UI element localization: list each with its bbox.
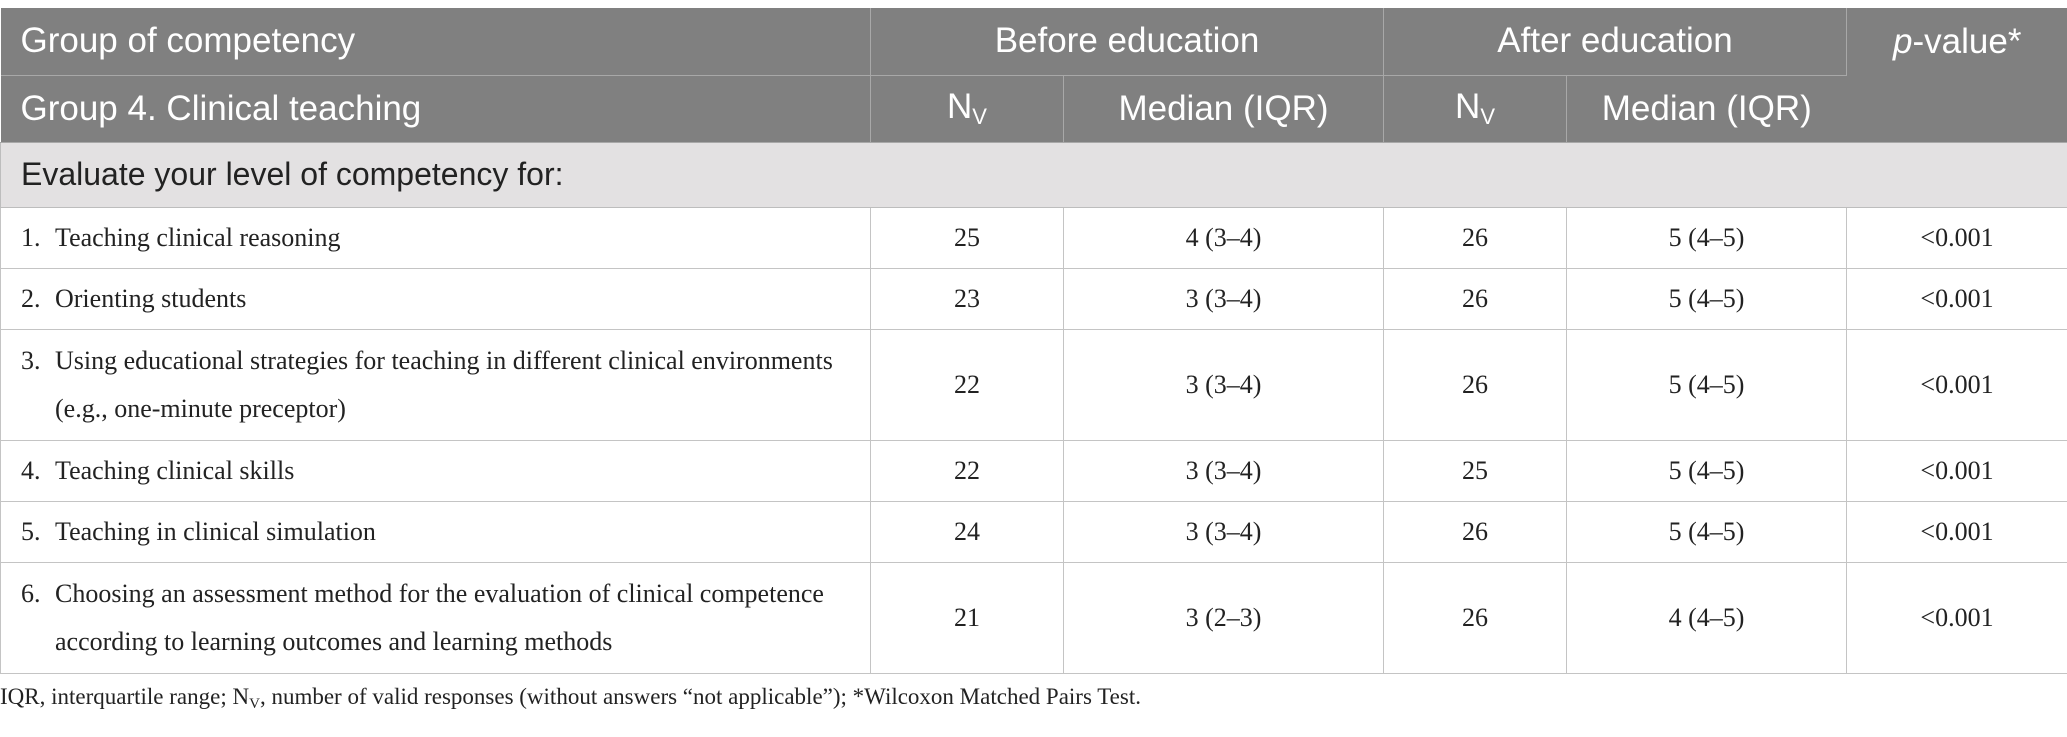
median-after-cell: 4 (4–5) xyxy=(1567,562,1847,673)
item-number: 2. xyxy=(21,283,41,313)
p-value-header xyxy=(1847,8,2067,142)
group-name-header: Group 4. Clinical teaching xyxy=(1,75,871,142)
nv-after-cell: 26 xyxy=(1384,268,1567,329)
footnote-sub: V xyxy=(249,695,260,712)
table-row xyxy=(1,268,2067,329)
header-row-1 xyxy=(1,8,2067,75)
nv-before-cell: 22 xyxy=(871,329,1064,440)
nv-after-cell: 26 xyxy=(1384,329,1567,440)
table-row xyxy=(1,207,2067,268)
before-education-header: Before education xyxy=(871,8,1384,75)
item-label: Choosing an assessment method for the evaluation of clinical competence according to learning outcomes and learning methods xyxy=(55,578,824,656)
footnote-part1: IQR, interquartile range; N xyxy=(0,683,250,709)
median-before-cell: 3 (3–4) xyxy=(1064,268,1384,329)
median-before-cell: 4 (3–4) xyxy=(1064,207,1384,268)
table-row xyxy=(1,501,2067,562)
item-number: 5. xyxy=(21,516,41,546)
item-label: Orienting students xyxy=(55,283,247,313)
table-container xyxy=(0,8,2067,713)
item-label: Using educational strategies for teaching in different clinical environments (e.g., one-minute preceptor) xyxy=(55,345,833,423)
table-footnote xyxy=(0,674,2067,713)
header-row-2 xyxy=(1,75,2067,142)
p-value-italic: p xyxy=(1893,22,1913,61)
median-before-cell: 3 (3–4) xyxy=(1064,501,1384,562)
competency-item xyxy=(1,329,871,440)
nv-before-cell: 23 xyxy=(871,268,1064,329)
footnote-part2: , number of valid responses (without answers “not applicable”); *Wilcoxon Matched Pairs Test. xyxy=(259,683,1141,709)
p-value-cell: <0.001 xyxy=(1847,501,2067,562)
after-education-header: After education xyxy=(1384,8,1847,75)
nv-main: N xyxy=(1455,87,1481,126)
median-after-cell: 5 (4–5) xyxy=(1567,207,1847,268)
competency-item xyxy=(1,268,871,329)
nv-sub: V xyxy=(972,104,987,129)
table-row xyxy=(1,440,2067,501)
group-of-competency-header: Group of competency xyxy=(1,8,871,75)
section-label: Evaluate your level of competency for: xyxy=(1,142,2067,207)
item-label: Teaching clinical skills xyxy=(55,455,295,485)
nv-main: N xyxy=(947,87,973,126)
median-after-cell: 5 (4–5) xyxy=(1567,440,1847,501)
p-value-cell: <0.001 xyxy=(1847,329,2067,440)
p-value-cell: <0.001 xyxy=(1847,207,2067,268)
table-row xyxy=(1,329,2067,440)
p-value-rest: -value* xyxy=(1912,22,2022,61)
median-before-cell: 3 (2–3) xyxy=(1064,562,1384,673)
item-number: 1. xyxy=(21,222,41,252)
nv-after-cell: 26 xyxy=(1384,207,1567,268)
median-before-cell: 3 (3–4) xyxy=(1064,329,1384,440)
median-after-cell: 5 (4–5) xyxy=(1567,268,1847,329)
item-number: 6. xyxy=(21,578,41,608)
nv-before-cell: 24 xyxy=(871,501,1064,562)
median-before-header: Median (IQR) xyxy=(1064,75,1384,142)
nv-after-cell: 26 xyxy=(1384,562,1567,673)
median-after-cell: 5 (4–5) xyxy=(1567,501,1847,562)
nv-sub: V xyxy=(1480,104,1495,129)
median-after-header: Median (IQR) xyxy=(1567,75,1847,142)
competency-table xyxy=(0,8,2067,674)
nv-before-cell: 22 xyxy=(871,440,1064,501)
nv-after-header xyxy=(1384,75,1567,142)
median-before-cell: 3 (3–4) xyxy=(1064,440,1384,501)
p-value-cell: <0.001 xyxy=(1847,440,2067,501)
competency-item xyxy=(1,562,871,673)
nv-before-header xyxy=(871,75,1064,142)
nv-before-cell: 25 xyxy=(871,207,1064,268)
median-after-cell: 5 (4–5) xyxy=(1567,329,1847,440)
table-row xyxy=(1,562,2067,673)
item-number: 4. xyxy=(21,455,41,485)
competency-item xyxy=(1,501,871,562)
nv-before-cell: 21 xyxy=(871,562,1064,673)
item-label: Teaching in clinical simulation xyxy=(55,516,376,546)
nv-after-cell: 25 xyxy=(1384,440,1567,501)
section-row xyxy=(1,142,2067,207)
nv-after-cell: 26 xyxy=(1384,501,1567,562)
competency-item xyxy=(1,440,871,501)
competency-item xyxy=(1,207,871,268)
p-value-cell: <0.001 xyxy=(1847,562,2067,673)
p-value-cell: <0.001 xyxy=(1847,268,2067,329)
item-number: 3. xyxy=(21,345,41,375)
item-label: Teaching clinical reasoning xyxy=(55,222,341,252)
